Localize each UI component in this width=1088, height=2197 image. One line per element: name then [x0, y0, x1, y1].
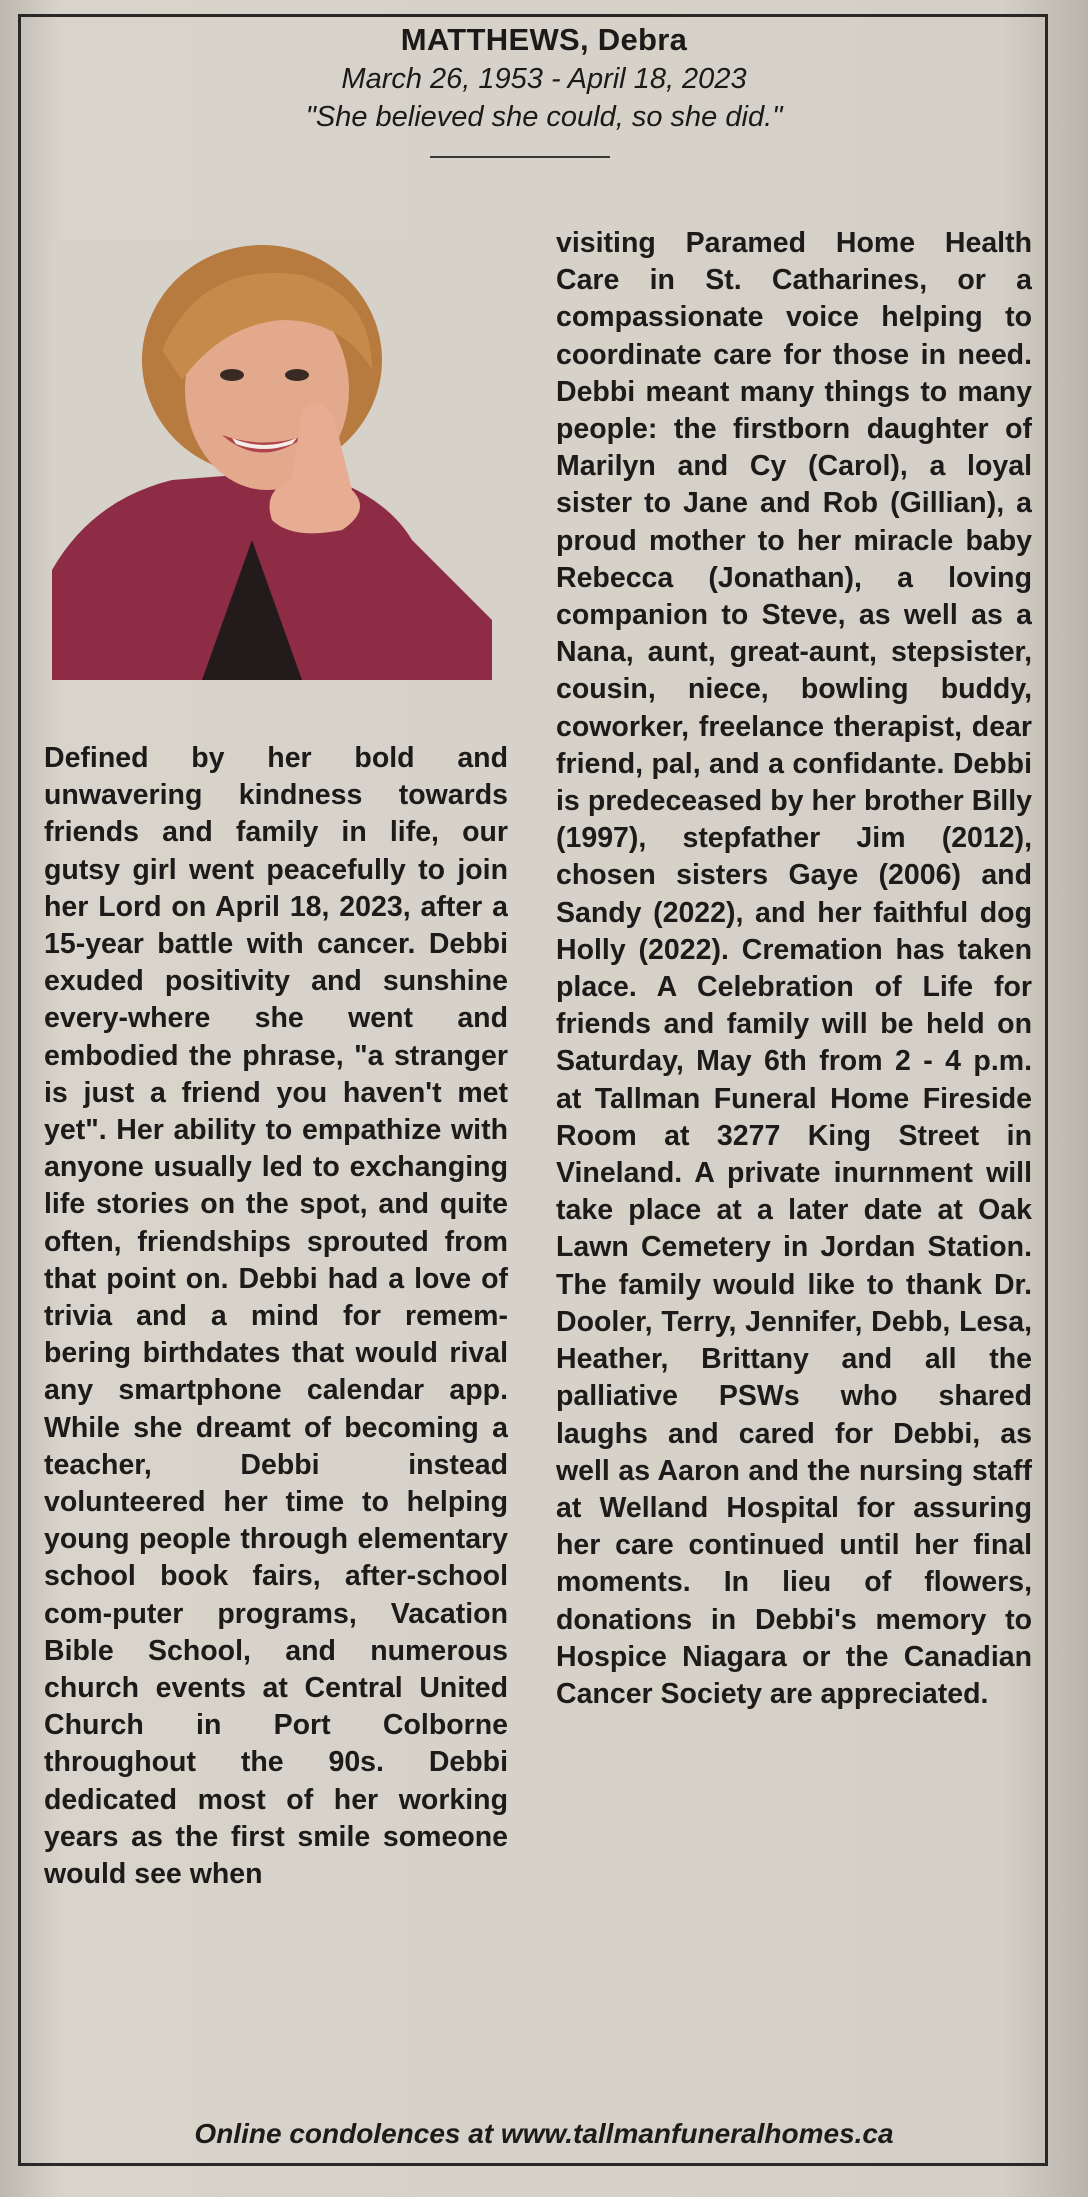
memorial-quote: "She believed she could, so she did." — [305, 101, 783, 133]
portrait-photo — [52, 240, 492, 680]
obituary-text-right: visiting Paramed Home Health Care in St. Catharines, or a compassionate voice helping to coordinate care for those in need. Debbi meant many things to many people: the firstborn daughter of Marilyn and Cy (Carol), a loyal sister to Jane and Rob (Gillian), a proud mother to her miracle baby Rebecca (Jonathan), a loving companion to Steve, as well as a Nana, aunt, great-aunt, stepsister, cousin, niece, bowling buddy, coworker, freelance therapist, dear friend, pal, and a confidante. Debbi is predeceased by her brother Billy (1997), stepfather Jim (2012), chosen sisters Gaye (2006) and Sandy (2022), and her faithful dog Holly (2022). Cremation has taken place. A Celebration of Life for friends and family will be held on Saturday, May 6th from 2 - 4 p.m. at Tallman Funeral Home Fireside Room at 3277 King Street in Vineland. A private inurnment will take place at a later date at Oak Lawn Cemetery in Jordan Station. The family would like to thank Dr. Dooler, Terry, Jennifer, Debb, Lesa, Heather, Brittany and all the palliative PSWs who shared laughs and cared for Debbi, as well as Aaron and the nursing staff at Welland Hospital for assuring her care continued until her final moments. In lieu of flowers, donations in Debbi's memory to Hospice Niagara or the Canadian Cancer Society are appreciated. — [556, 227, 1032, 1710]
condolences-footer: Online condolences at www.tallmanfuneralhomes.ca — [194, 2118, 894, 2149]
obituary-header — [0, 20, 1088, 136]
deceased-name: MATTHEWS, Debra — [400, 22, 688, 57]
header-divider — [430, 156, 610, 158]
obituary-text-left: Defined by her bold and unwavering kindness towards friends and family in life, our gutsy girl went peacefully to join her Lord on April 18, 2023, after a 15-year battle with cancer. Debbi exuded positivity and sunshine every-where she went and embodied the phrase, "a stranger is just a friend you haven't met yet". Her ability to empathize with anyone usually led to exchanging life stories on the spot, and quite often, friendships sprouted from that point on. Debbi had a love of trivia and a mind for remem-bering birthdates that would rival any smartphone calendar app. While she dreamt of becoming a teacher, Debbi instead volunteered her time to helping young people through elementary school book fairs, after-school com-puter programs, Vacation Bible School, and numerous church events at Central United Church in Port Colborne throughout the 90s. Debbi dedicated most of her working years as the first smile someone would see when — [44, 742, 508, 1891]
life-dates: March 26, 1953 - April 18, 2023 — [341, 63, 747, 95]
